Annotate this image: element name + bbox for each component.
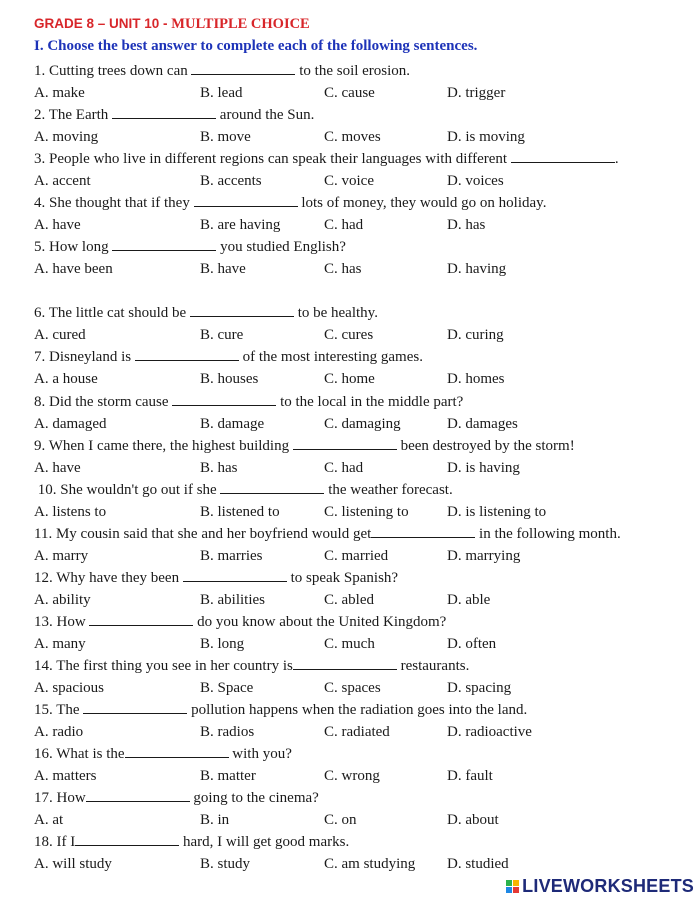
option-c[interactable]: C. damaging — [324, 416, 401, 432]
option-c[interactable]: C. abled — [324, 592, 374, 608]
option-b[interactable]: B. matter — [200, 768, 256, 784]
option-c[interactable]: C. much — [324, 636, 375, 652]
option-a[interactable]: A. marry — [34, 548, 89, 564]
option-b[interactable]: B. radios — [200, 724, 255, 740]
option-b[interactable]: B. cure — [200, 327, 244, 343]
options-row — [0, 171, 700, 191]
options-row — [0, 502, 700, 522]
option-a[interactable]: A. many — [34, 636, 86, 652]
option-a[interactable]: A. ability — [34, 592, 91, 608]
option-c[interactable]: C. radiated — [324, 724, 390, 740]
option-b[interactable]: B. study — [200, 856, 251, 872]
option-d[interactable]: D. trigger — [447, 85, 506, 101]
option-a[interactable]: A. have been — [34, 261, 113, 277]
option-d[interactable]: D. radioactive — [447, 724, 532, 740]
question-text: 15. The — [34, 702, 84, 718]
grade-unit-label: GRADE 8 – UNIT 10 - — [34, 16, 172, 31]
option-a[interactable]: A. radio — [34, 724, 84, 740]
option-d[interactable]: D. having — [447, 261, 507, 277]
question-text-end: do you know about the United Kingdom? — [193, 614, 447, 630]
option-d[interactable]: D. damages — [447, 416, 518, 432]
option-d[interactable]: D. is moving — [447, 129, 525, 145]
question-text-end: to the local in the middle part? — [276, 394, 464, 410]
option-a[interactable]: A. make — [34, 85, 85, 101]
option-c[interactable]: C. cause — [324, 85, 375, 101]
question-text-end: lots of money, they would go on holiday. — [297, 195, 547, 211]
option-b[interactable]: B. Space — [200, 680, 254, 696]
question-text-end: of the most interesting games. — [238, 349, 423, 365]
option-c[interactable]: C. wrong — [324, 768, 380, 784]
option-c[interactable]: C. on — [324, 812, 357, 828]
option-d[interactable]: D. has — [447, 217, 486, 233]
option-c[interactable]: C. moves — [324, 129, 381, 145]
options-row — [0, 215, 700, 235]
answer-blank[interactable] — [86, 789, 190, 802]
options-row — [0, 369, 700, 389]
option-a[interactable]: A. moving — [34, 129, 99, 145]
question-text: 14. The first thing you see in her country is — [34, 658, 293, 674]
option-c[interactable]: C. cures — [324, 327, 374, 343]
option-c[interactable]: C. has — [324, 261, 362, 277]
question-text-end: . — [614, 151, 619, 167]
question-text-end: been destroyed by the storm! — [396, 438, 575, 454]
logo-mark-icon — [506, 880, 519, 893]
option-a[interactable]: A. cured — [34, 327, 86, 343]
question-6 — [34, 303, 378, 323]
answer-blank[interactable] — [89, 613, 193, 626]
answer-blank[interactable] — [220, 481, 324, 494]
question-17 — [34, 788, 319, 808]
question-12 — [34, 568, 398, 588]
option-c[interactable]: C. home — [324, 371, 375, 387]
question-text-end: in the following month. — [475, 526, 621, 542]
option-a[interactable]: A. have — [34, 217, 81, 233]
question-text-end: hard, I will get good marks. — [179, 834, 350, 850]
instruction-text: I. Choose the best answer to complete each of the following sentences. — [34, 38, 478, 54]
question-text: 5. How long — [34, 239, 113, 255]
answer-blank[interactable] — [75, 833, 179, 846]
options-row — [0, 678, 700, 698]
options-row — [0, 127, 700, 147]
option-a[interactable]: A. listens to — [34, 504, 107, 520]
options-row — [0, 590, 700, 610]
answer-blank[interactable] — [190, 304, 294, 317]
option-a[interactable]: A. at — [34, 812, 64, 828]
question-text: 7. Disneyland is — [34, 349, 135, 365]
answer-blank[interactable] — [172, 393, 276, 406]
option-c[interactable]: C. married — [324, 548, 389, 564]
option-a[interactable]: A. matters — [34, 768, 97, 784]
option-b[interactable]: B. damage — [200, 416, 265, 432]
question-text-end: going to the cinema? — [189, 790, 319, 806]
option-a[interactable]: A. have — [34, 460, 81, 476]
option-b[interactable]: B. move — [200, 129, 251, 145]
question-16 — [34, 744, 292, 764]
question-9 — [34, 436, 575, 456]
question-text-end: pollution happens when the radiation goes into the land. — [187, 702, 528, 718]
option-c[interactable]: C. spaces — [324, 680, 381, 696]
question-13 — [34, 612, 446, 632]
question-text: 1. Cutting trees down can — [34, 63, 192, 79]
answer-blank[interactable] — [511, 150, 615, 163]
option-a[interactable]: A. spacious — [34, 680, 104, 696]
question-text: 2. The Earth — [34, 107, 113, 123]
question-text: 18. If I — [34, 834, 76, 850]
option-b[interactable]: B. have — [200, 261, 246, 277]
question-text: 12. Why have they been — [34, 570, 183, 586]
question-15 — [34, 700, 527, 720]
question-text: 17. How — [34, 790, 86, 806]
options-row — [0, 546, 700, 566]
option-b[interactable]: B. houses — [200, 371, 259, 387]
answer-blank[interactable] — [112, 238, 216, 251]
question-18 — [34, 832, 349, 852]
option-a[interactable]: A. damaged — [34, 416, 107, 432]
option-d[interactable]: D. is listening to — [447, 504, 547, 520]
option-b[interactable]: B. has — [200, 460, 238, 476]
option-b[interactable]: B. lead — [200, 85, 243, 101]
option-a[interactable]: A. a house — [34, 371, 98, 387]
option-b[interactable]: B. abilities — [200, 592, 265, 608]
option-d[interactable]: D. curing — [447, 327, 504, 343]
options-row — [0, 634, 700, 654]
answer-blank[interactable] — [371, 525, 475, 538]
question-text: 8. Did the storm cause — [34, 394, 173, 410]
question-text-end: restaurants. — [396, 658, 470, 674]
answer-blank[interactable] — [293, 657, 397, 670]
logo-text: LIVEWORKSHEETS — [522, 875, 694, 896]
option-c[interactable]: C. am studying — [324, 856, 416, 872]
option-c[interactable]: C. voice — [324, 173, 374, 189]
answer-blank[interactable] — [125, 745, 229, 758]
option-d[interactable]: D. marrying — [447, 548, 521, 564]
options-row — [0, 414, 700, 434]
options-row — [0, 722, 700, 742]
options-row — [0, 854, 700, 874]
options-row — [0, 810, 700, 830]
liveworksheets-logo — [506, 874, 694, 898]
question-3 — [34, 149, 619, 169]
question-14 — [34, 656, 469, 676]
answer-blank[interactable] — [293, 437, 397, 450]
question-text-end: with you? — [228, 746, 292, 762]
options-row — [0, 259, 700, 279]
question-1 — [34, 61, 410, 81]
question-text: 11. My cousin said that she and her boyfriend would get — [34, 526, 372, 542]
question-7 — [34, 347, 423, 367]
option-d[interactable]: D. able — [447, 592, 491, 608]
option-d[interactable]: D. spacing — [447, 680, 512, 696]
question-5 — [34, 237, 346, 257]
option-a[interactable]: A. will study — [34, 856, 112, 872]
answer-blank[interactable] — [83, 701, 187, 714]
option-c[interactable]: C. listening to — [324, 504, 409, 520]
question-11 — [34, 524, 621, 544]
question-text: 13. How — [34, 614, 90, 630]
question-2 — [34, 105, 314, 125]
answer-blank[interactable] — [191, 62, 295, 75]
option-d[interactable]: D. voices — [447, 173, 504, 189]
question-text-end: to speak Spanish? — [286, 570, 399, 586]
answer-blank[interactable] — [183, 569, 287, 582]
question-4 — [34, 193, 546, 213]
question-text-end: to the soil erosion. — [295, 63, 411, 79]
option-a[interactable]: A. accent — [34, 173, 91, 189]
option-b[interactable]: B. long — [200, 636, 245, 652]
options-row — [0, 325, 700, 345]
topic-label: MULTIPLE CHOICE — [171, 16, 310, 32]
question-text: 9. When I came there, the highest building — [34, 438, 293, 454]
option-b[interactable]: B. in — [200, 812, 230, 828]
option-d[interactable]: D. fault — [447, 768, 493, 784]
question-text: 16. What is the — [34, 746, 125, 762]
question-8 — [34, 392, 463, 412]
question-text: 3. People who live in different regions can speak their languages with different — [34, 151, 511, 167]
options-row — [0, 458, 700, 478]
option-b[interactable]: B. listened to — [200, 504, 280, 520]
question-text: 6. The little cat should be — [34, 305, 190, 321]
answer-blank[interactable] — [194, 194, 298, 207]
question-10 — [34, 480, 453, 500]
option-d[interactable]: D. about — [447, 812, 499, 828]
option-c[interactable]: C. had — [324, 217, 364, 233]
option-d[interactable]: D. is having — [447, 460, 520, 476]
question-text: 10. She wouldn't go out if she — [34, 482, 221, 498]
question-text: 4. She thought that if they — [34, 195, 194, 211]
option-d[interactable]: D. homes — [447, 371, 505, 387]
option-b[interactable]: B. accents — [200, 173, 262, 189]
question-text-end: to be healthy. — [293, 305, 378, 321]
option-b[interactable]: B. marries — [200, 548, 263, 564]
answer-blank[interactable] — [135, 348, 239, 361]
question-text-end: the weather forecast. — [324, 482, 453, 498]
question-text-end: you studied English? — [216, 239, 346, 255]
option-b[interactable]: B. are having — [200, 217, 281, 233]
options-row — [0, 83, 700, 103]
options-row — [0, 766, 700, 786]
question-text-end: around the Sun. — [216, 107, 315, 123]
option-d[interactable]: D. often — [447, 636, 497, 652]
option-c[interactable]: C. had — [324, 460, 364, 476]
option-d[interactable]: D. studied — [447, 856, 509, 872]
answer-blank[interactable] — [112, 106, 216, 119]
